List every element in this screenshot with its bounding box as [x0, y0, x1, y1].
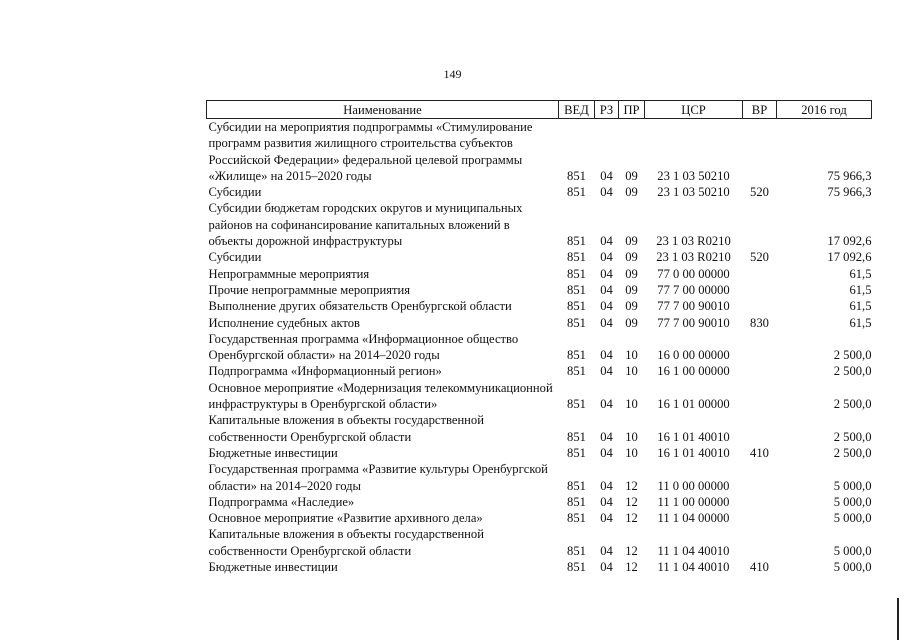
cell-name: Субсидии [208, 250, 262, 265]
cell-csr: 16 0 00 00000 [657, 348, 730, 363]
header-pr: ПР [619, 101, 645, 119]
header-vr: ВР [743, 101, 777, 119]
cell-pr: 10 [625, 397, 638, 412]
cell-ved: 851 [567, 282, 586, 297]
cell-pr: 12 [625, 543, 638, 558]
cell-sum: 5 000,0 [833, 543, 872, 558]
cell-ved: 851 [567, 560, 586, 575]
cell-csr: 23 1 03 50210 [657, 185, 730, 200]
budget-table [206, 100, 872, 575]
cell-pr: 09 [625, 299, 638, 314]
cell-name: Государственная программа «Информационное общество Оренбургской области» на 2014–2020 годы [208, 331, 519, 363]
table-row [207, 282, 872, 298]
cell-vr [743, 494, 777, 510]
table-row [207, 494, 872, 510]
cell-vr: 520 [750, 250, 769, 265]
table-row [207, 526, 872, 559]
cell-ved: 851 [567, 429, 586, 444]
table-row [207, 380, 872, 413]
cell-sum: 5 000,0 [833, 494, 872, 509]
cell-vr [743, 119, 777, 185]
cell-name: Капитальные вложения в объекты государственной собственности Оренбургской области [208, 527, 484, 558]
cell-name: Капитальные вложения в объекты государственной собственности Оренбургской области [208, 413, 484, 444]
cell-ved: 851 [567, 250, 586, 265]
cell-pr: 09 [625, 266, 638, 281]
cell-ved: 851 [567, 315, 586, 330]
cell-ved: 851 [567, 478, 586, 493]
cell-name: Субсидии [208, 185, 262, 200]
cell-csr: 16 1 01 40010 [657, 429, 730, 444]
cell-csr: 16 1 00 00000 [657, 364, 730, 379]
cell-name: Бюджетные инвестиции [208, 560, 338, 575]
cell-rz: 04 [600, 397, 613, 412]
cell-name: Подпрограмма «Информационный регион» [208, 364, 442, 379]
cell-name: Субсидии бюджетам городских округов и муниципальных районов на софинансирование капитальных вложений в объекты дорожной инфраструктуры [208, 201, 523, 249]
cell-name: Прочие непрограммные мероприятия [208, 282, 411, 297]
cell-ved: 851 [567, 266, 586, 281]
cell-vr [743, 266, 777, 282]
cell-ved: 851 [567, 185, 586, 200]
cell-sum: 5 000,0 [833, 511, 872, 526]
cell-sum: 61,5 [849, 282, 872, 297]
cell-rz: 04 [600, 478, 613, 493]
cell-pr: 09 [625, 315, 638, 330]
cell-ved: 851 [567, 348, 586, 363]
cell-ved: 851 [567, 445, 586, 460]
table-row [207, 184, 872, 200]
header-sum: 2016 год [777, 101, 872, 119]
cell-csr: 23 1 03 R0210 [656, 234, 731, 249]
cell-name: Непрограммные мероприятия [208, 266, 370, 281]
cell-pr: 12 [625, 494, 638, 509]
cell-pr: 09 [625, 250, 638, 265]
cell-name: Государственная программа «Развитие культуры Оренбургской области» на 2014–2020 годы [208, 462, 548, 493]
cell-vr [743, 363, 777, 379]
cell-vr [743, 526, 777, 559]
cell-pr: 10 [625, 445, 638, 460]
cell-rz: 04 [600, 168, 613, 183]
cell-sum: 2 500,0 [833, 445, 872, 460]
cell-sum: 2 500,0 [833, 348, 872, 363]
cell-rz: 04 [600, 429, 613, 444]
table-row [207, 298, 872, 314]
cell-ved: 851 [567, 397, 586, 412]
cell-csr: 77 0 00 00000 [657, 266, 730, 281]
cell-vr: 830 [750, 315, 769, 330]
cell-csr: 11 0 00 00000 [657, 478, 730, 493]
cell-name: Основное мероприятие «Модернизация телекоммуникационной инфраструктуры в Оренбургской области» [208, 380, 553, 412]
cell-sum: 2 500,0 [833, 429, 872, 444]
cell-name: Исполнение судебных актов [208, 315, 360, 330]
cell-sum: 2 500,0 [833, 364, 872, 379]
cell-csr: 11 1 00 00000 [657, 494, 730, 509]
cell-rz: 04 [600, 250, 613, 265]
cell-vr [743, 282, 777, 298]
cell-csr: 16 1 01 40010 [657, 445, 730, 460]
table-row [207, 412, 872, 445]
cell-ved: 851 [567, 364, 586, 379]
cell-sum: 75 966,3 [827, 168, 872, 183]
table-row [207, 559, 872, 575]
cell-vr [743, 461, 777, 494]
table-row [207, 510, 872, 526]
cell-ved: 851 [567, 234, 586, 249]
cell-ved: 851 [567, 299, 586, 314]
cell-rz: 04 [600, 282, 613, 297]
cell-sum: 61,5 [849, 315, 872, 330]
table-header-row [207, 101, 872, 119]
cell-vr [743, 510, 777, 526]
cell-pr: 10 [625, 348, 638, 363]
cell-pr: 09 [625, 234, 638, 249]
cell-csr: 11 1 04 00000 [657, 511, 730, 526]
cell-rz: 04 [600, 234, 613, 249]
table-row [207, 363, 872, 379]
table-row [207, 200, 872, 249]
table-row [207, 119, 872, 185]
cell-rz: 04 [600, 543, 613, 558]
cell-sum: 5 000,0 [833, 560, 872, 575]
cell-name: Подпрограмма «Наследие» [208, 494, 355, 509]
cell-sum: 2 500,0 [833, 397, 872, 412]
header-csr: ЦСР [645, 101, 743, 119]
cell-vr [743, 412, 777, 445]
cell-csr: 11 1 04 40010 [657, 560, 730, 575]
cell-vr [743, 200, 777, 249]
table-row [207, 315, 872, 331]
cell-ved: 851 [567, 168, 586, 183]
cell-name: Субсидии на мероприятия подпрограммы «Стимулирование программ развития жилищного строительства субъектов Российской Федерации» федеральной целевой программы «Жилище» на 2015–2020 годы [208, 120, 533, 183]
cell-ved: 851 [567, 511, 586, 526]
page-number: 149 [443, 67, 462, 81]
cell-vr [743, 331, 777, 364]
cell-sum: 17 092,6 [827, 250, 872, 265]
cell-csr: 23 1 03 R0210 [656, 250, 731, 265]
cell-sum: 17 092,6 [827, 234, 872, 249]
cell-pr: 09 [625, 282, 638, 297]
cell-rz: 04 [600, 445, 613, 460]
cell-csr: 16 1 01 00000 [657, 397, 730, 412]
cell-rz: 04 [600, 266, 613, 281]
edge-mark [897, 598, 899, 640]
cell-pr: 09 [625, 168, 638, 183]
cell-rz: 04 [600, 364, 613, 379]
cell-rz: 04 [600, 511, 613, 526]
cell-rz: 04 [600, 560, 613, 575]
cell-name: Выполнение других обязательств Оренбургской области [208, 299, 512, 314]
cell-pr: 10 [625, 364, 638, 379]
cell-ved: 851 [567, 494, 586, 509]
cell-rz: 04 [600, 348, 613, 363]
cell-rz: 04 [600, 299, 613, 314]
cell-csr: 77 7 00 00000 [657, 282, 730, 297]
cell-csr: 11 1 04 40010 [657, 543, 730, 558]
cell-sum: 61,5 [849, 299, 872, 314]
table-row [207, 249, 872, 265]
cell-rz: 04 [600, 494, 613, 509]
cell-ved: 851 [567, 543, 586, 558]
cell-vr: 410 [750, 560, 769, 575]
cell-pr: 12 [625, 560, 638, 575]
table-row [207, 445, 872, 461]
cell-vr: 520 [750, 185, 769, 200]
cell-vr: 410 [750, 445, 769, 460]
cell-csr: 23 1 03 50210 [657, 168, 730, 183]
cell-sum: 61,5 [849, 266, 872, 281]
header-rz: РЗ [595, 101, 619, 119]
table-row [207, 266, 872, 282]
cell-rz: 04 [600, 315, 613, 330]
cell-vr [743, 380, 777, 413]
cell-sum: 75 966,3 [827, 185, 872, 200]
cell-csr: 77 7 00 90010 [657, 299, 730, 314]
cell-pr: 12 [625, 478, 638, 493]
cell-vr [743, 298, 777, 314]
cell-rz: 04 [600, 185, 613, 200]
table-row [207, 461, 872, 494]
cell-csr: 77 7 00 90010 [657, 315, 730, 330]
header-name: Наименование [207, 101, 559, 119]
cell-name: Основное мероприятие «Развитие архивного дела» [208, 511, 483, 526]
cell-sum: 5 000,0 [833, 478, 872, 493]
cell-pr: 12 [625, 511, 638, 526]
header-ved: ВЕД [559, 101, 595, 119]
table-row [207, 331, 872, 364]
cell-pr: 10 [625, 429, 638, 444]
cell-name: Бюджетные инвестиции [208, 445, 338, 460]
cell-pr: 09 [625, 185, 638, 200]
